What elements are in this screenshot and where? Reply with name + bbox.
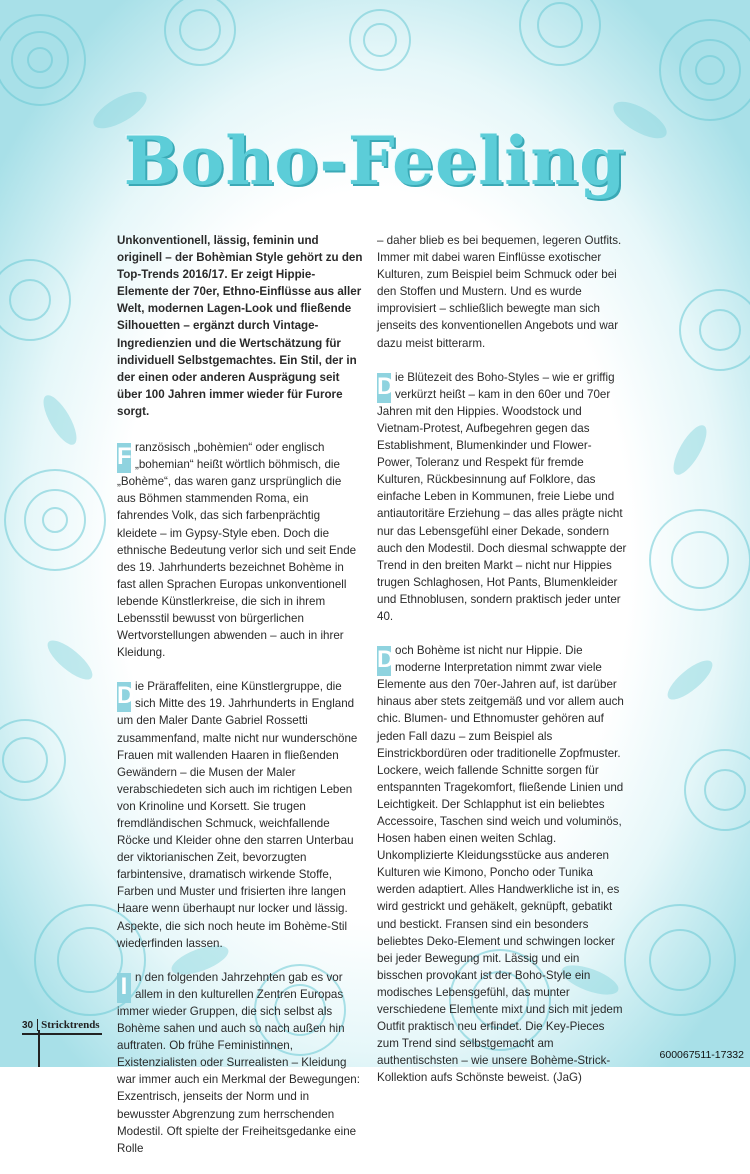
paragraph (377, 369, 627, 625)
paragraph-text: n den folgenden Jahrzehnten gab es vor allem in den kulturellen Zentren Europas immer wieder Gruppen, die sich selbst als Bohème sahen und auch so nach außen hin auftraten. Ob frühe Feministinnen, Existenzialisten oder Surrealisten – Kleidung war immer auch ein Merkmal der Bewegungen: Exzentrisch, jenseits der Norm und in bewusster Abgrenzung zum herrschenden Modestil. Oft spielte der Freiheitsgedanke eine Rolle (117, 970, 360, 1155)
paragraph-text: ranzösisch „bohèmien“ oder englisch „bohemian“ heißt wörtlich böhmisch, die „Bohème“, das waren ganz ursprünglich die aus Böhmen stammenden Roma, ein fahrendes Volk, das sich farbenprächtig kleidete – im Gypsy-Style eben. Doch die ethnische Bedeutung verlor sich und seit Ende des 19. Jahrhunderts bezeichnet Bohème in fast allen Sprachen Europas unkonventionell lebende Künstlerkreise, die sich in ihrem Lebensstil bewusst von bürgerlichen Wertvorstellungen abwenden – auch in ihrer Kleidung. (117, 441, 357, 660)
page-title: Boho-Feeling (123, 122, 627, 200)
drop-cap: D (117, 682, 131, 712)
page-footer (22, 1017, 100, 1033)
paragraph (117, 439, 363, 661)
drop-cap: D (377, 373, 391, 403)
text-column-left (117, 232, 363, 1174)
drop-cap: D (377, 646, 391, 676)
magazine-name: Stricktrends (37, 1019, 99, 1031)
crop-mark (38, 1030, 40, 1067)
footer-rule (22, 1033, 102, 1035)
drop-cap: F (117, 443, 131, 473)
page-number: 30 (22, 1019, 34, 1031)
drop-cap: I (117, 973, 131, 1003)
paragraph (117, 969, 363, 1157)
paragraph (117, 678, 363, 952)
print-code: 600067511-17332 (659, 1049, 744, 1061)
text-column-right (377, 232, 627, 1104)
intro-paragraph: Unkonventionell, lässig, feminin und originell – der Bohèmian Style gehört zu den Top-Trends 2016/17. Er zeigt Hippie-Elemente der 70er, Ethno-Einflüsse aus aller Welt, modernen Lagen-Look und fließende Silhouetten – ergänzt durch Vintage-Ingredienzien und die Wertschätzung für individuell Selbstgemachtes. Ein Stil, der in der einen oder anderen Ausprägung seit über 100 Jahren immer wieder für Furore sorgt. (117, 234, 363, 418)
paragraph-text: och Bohème ist nicht nur Hippie. Die moderne Interpretation nimmt zwar viele Elemente aus den 70er-Jahren auf, ist darüber hinaus aber stets zeitgemäß und vor allem auch chic. Blumen- und Ethnomuster gehören auf jeden Fall dazu – zum Beispiel als Einstrickbordüren oder traditionelle Zopfmuster. Lockere, weich fallende Schnitte sorgen für entspannten Tragekomfort, fließende Linien und Leichtigkeit. Der Schlapphut ist ein beliebtes Accessoire, Taschen sind weich und voluminös, Hosen haben einen weiten Schlag. Unkomplizierte Kleidungsstücke aus anderen Kulturen wie Kimono, Poncho oder Tunika werden adaptiert. Alles Handwerkliche ist in, es wird gestrickt und gehäkelt, geknüpft, gebatikt und bestickt. Fransen sind ein besonders beliebtes Deko-Element und schwingen locker bei jeder Bewegung mit. Lässig und ein bisschen provokant ist der Boho-Style ein modisches Lebensgefühl, das munter verschiedene Elemente mixt und sich mit jedem Outfit praktisch neu erfindet. Die Key-Pieces zum Trend sind selbstgemacht am authentischsten – wie unsere Bohème-Strick-Kollektion aufs Schönste beweist. (JaG) (377, 644, 624, 1085)
paragraph-text: ie Präraffeliten, eine Künstlergruppe, die sich Mitte des 19. Jahrhunderts in England um den Maler Dante Gabriel Rossetti zusammenfand, malte nicht nur wunderschöne Frauen mit wallenden Haaren in fließenden Gewändern – die Musen der Maler verabschiedeten sich auch im richtigen Leben von Krinoline und Korsett. Sie trugen fremdländischen Schmuck, weichfallende Röcke und Kleider ohne den starren Unterbau der viktorianischen Zeit, bevorzugten farbintensive, dramatisch wirkende Stoffe, Farben und Muster und frisierten ihre langen Haare wenn überhaupt nur locker und lässig. Aspekte, die sich noch heute im Bohème-Stil wiederfinden lassen. (117, 680, 358, 950)
continuation-paragraph: – daher blieb es bei bequemen, legeren Outfits. Immer mit dabei waren Einflüsse exotischer Kulturen, zum Beispiel beim Schmuck oder bei den Stoffen und Mustern. Und es wurde improvisiert – schließlich bewegte man sich jenseits des konventionellen Angebots und war dazu meist bitterarm. (377, 234, 622, 350)
paragraph-text: ie Blütezeit des Boho-Styles – wie er griffig verkürzt heißt – kam in den 60er und 70er Jahren mit den Hippies. Woodstock und Vietnam-Protest, Aufbegehren gegen das Establishment, Blumenkinder und Flower-Power, Toleranz und Respekt für fremde Kulturen, Rückbesinnung auf Folklore, das einfache Leben in Kommunen, freie Liebe und antiautoritäre Erziehung – das alles prägte nicht nur das Lebensgefühl einer Dekade, sondern auch den Modestil. Doch diesmal schwappte der Trend in den breiten Markt – nicht nur Hippies trugen Schlaghosen, Hot Pants, Blumenkleider und Ethnoblusen, sondern praktisch jeder unter 40. (377, 370, 627, 623)
paragraph (377, 642, 627, 1086)
